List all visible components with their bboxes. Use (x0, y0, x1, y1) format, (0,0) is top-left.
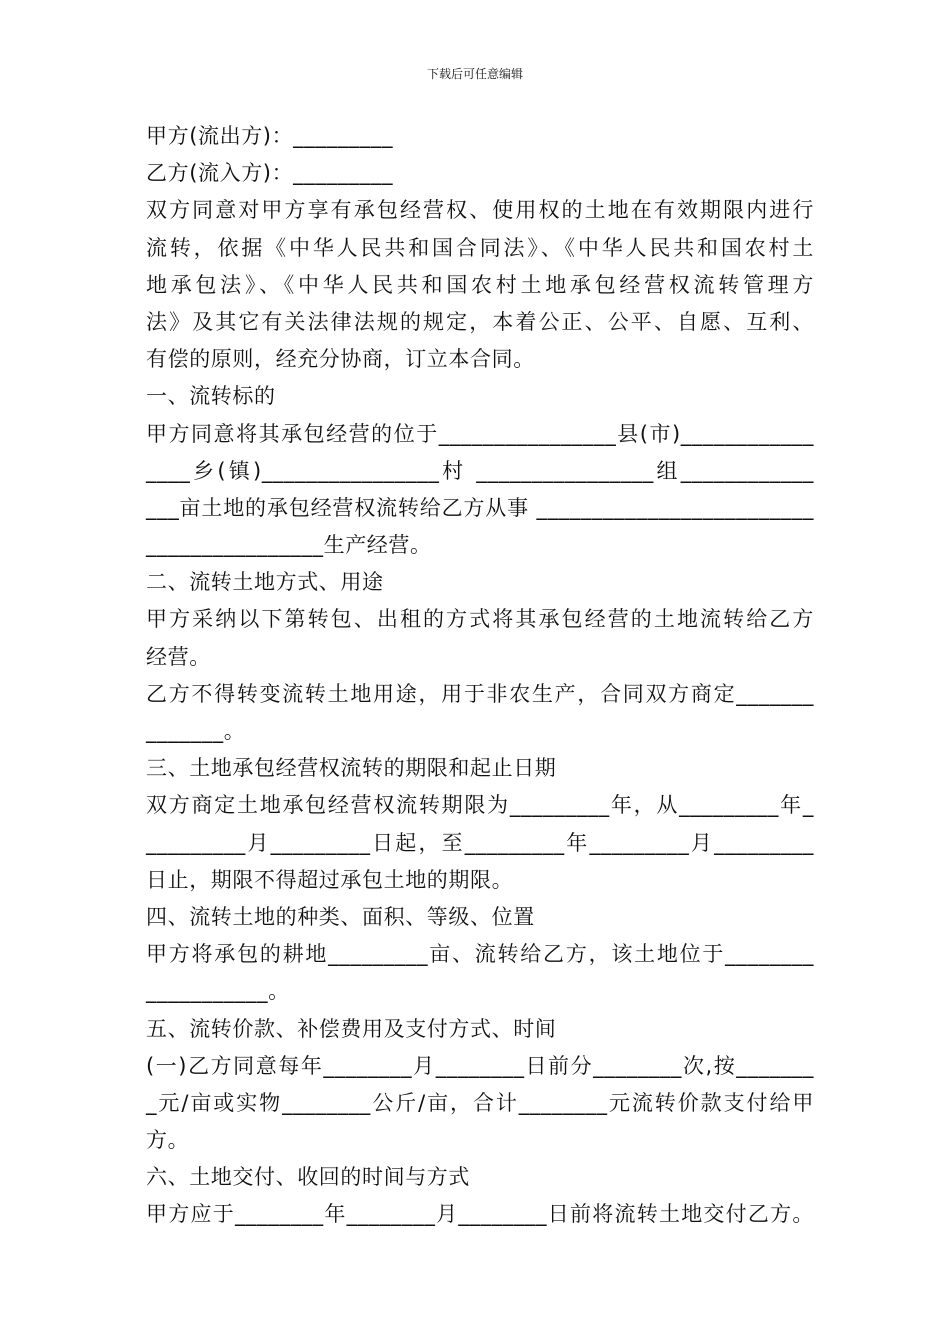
contract-line: 法》及其它有关法律法规的规定，本着公正、公平、自愿、互利、 (146, 309, 814, 334)
contract-line: 方。 (146, 1128, 190, 1153)
contract-line: 甲方(流出方)：_________ (146, 124, 394, 148)
contract-line: 日止，期限不得超过承包土地的期限。 (146, 867, 514, 892)
contract-line: 甲方应于________年________月________日前将流转土地交付乙方。 (146, 1202, 814, 1227)
contract-line: 三、土地承包经营权流转的期限和起止日期 (146, 756, 557, 781)
contract-line: 有偿的原则，经充分协商，订立本合同。 (146, 347, 535, 372)
contract-line: 流转，依据《中华人民共和国合同法》、《中华人民共和国农村土 (146, 235, 814, 260)
contract-line: 五、流转价款、补偿费用及支付方式、时间 (146, 1016, 557, 1041)
contract-line: 乙方不得转变流转土地用途，用于非农生产，合同双方商定_______ (146, 681, 814, 706)
contract-line: 甲方将承包的耕地_________亩、流转给乙方，该土地位于________ (146, 942, 814, 967)
contract-line: 一、流转标的 (146, 384, 276, 409)
contract-line: ________________生产经营。 (146, 533, 432, 558)
contract-line: ___亩土地的承包经营权流转给乙方从事 _________________________ (146, 495, 814, 520)
contract-line: 二、流转土地方式、用途 (146, 570, 384, 595)
contract-line: 甲方采纳以下第转包、出租的方式将其承包经营的土地流转给乙方 (146, 607, 814, 632)
contract-line: ___________。 (146, 979, 290, 1004)
contract-line: 双方同意对甲方享有承包经营权、使用权的土地在有效期限内进行 (146, 198, 814, 223)
contract-line: _元/亩或实物________公斤/亩，合计________元流转价款支付给甲 (146, 1090, 814, 1115)
contract-line: _______。 (146, 719, 246, 743)
contract-line: 四、流转土地的种类、面积、等级、位置 (146, 904, 535, 929)
contract-line: 经营。 (146, 644, 211, 669)
contract-line: _________月_________日起，至_________年_________月_________ (146, 830, 814, 855)
contract-line: 双方商定土地承包经营权流转期限为_________年，从_________年_ (146, 793, 814, 818)
contract-line: 乙方(流入方)：_________ (146, 161, 394, 186)
contract-line: 六、土地交付、收回的时间与方式 (146, 1165, 470, 1190)
contract-line: (一)乙方同意每年________月________日前分________次,按_______ (146, 1053, 814, 1078)
contract-body (146, 118, 814, 1234)
contract-line: 地承包法》、《中华人民共和国农村土地承包经营权流转管理方 (146, 272, 814, 297)
contract-line: ____乡(镇)________________村 ________________组____________ (146, 458, 814, 483)
page-header-note: 下载后可任意编辑 (426, 67, 523, 81)
contract-line: 甲方同意将其承包经营的位于________________县(市)____________ (146, 421, 814, 446)
